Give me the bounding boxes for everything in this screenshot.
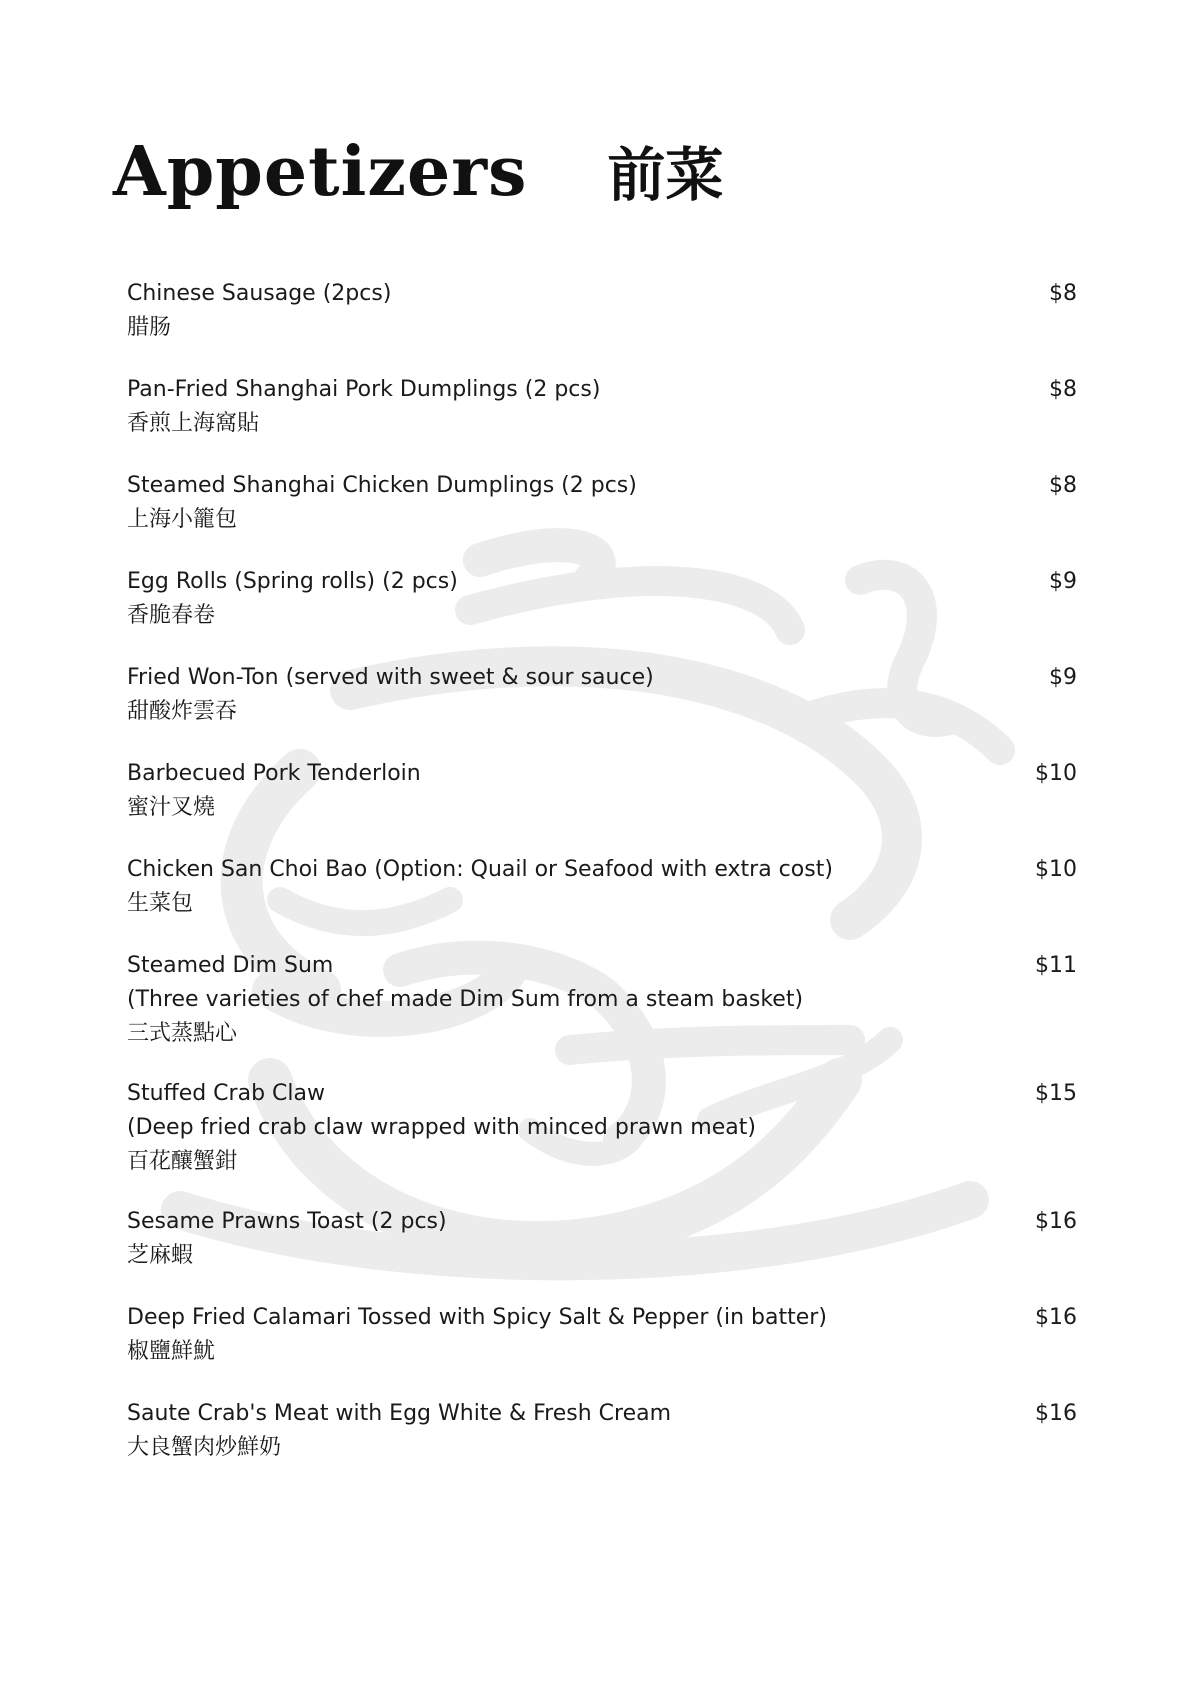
- menu-item: [127, 661, 1077, 729]
- menu-item: [127, 757, 1077, 825]
- item-name-zh: 芝麻蝦: [127, 1243, 194, 1268]
- item-description: (Three varieties of chef made Dim Sum from a steam basket): [127, 987, 804, 1012]
- item-price: $8: [1049, 281, 1077, 306]
- menu-item: [127, 1301, 1077, 1369]
- title-english: Appetizers: [113, 132, 528, 212]
- item-name-en: Stuffed Crab Claw: [127, 1081, 325, 1106]
- item-name-en: Steamed Shanghai Chicken Dumplings (2 pcs): [127, 473, 637, 498]
- item-name-zh: 香煎上海窩貼: [127, 411, 260, 436]
- item-name-zh: 大良蟹肉炒鮮奶: [127, 1435, 282, 1460]
- item-name-en: Fried Won-Ton (served with sweet & sour sauce): [127, 665, 654, 690]
- item-name-en: Steamed Dim Sum: [127, 953, 334, 978]
- item-name-en: Egg Rolls (Spring rolls) (2 pcs): [127, 569, 458, 594]
- item-price: $8: [1049, 377, 1077, 402]
- menu-item: [127, 1077, 1077, 1179]
- menu-item: [127, 949, 1077, 1051]
- item-name-zh: 三式蒸點心: [127, 1021, 238, 1046]
- item-name-en: Pan-Fried Shanghai Pork Dumplings (2 pcs): [127, 377, 601, 402]
- item-name-en: Chicken San Choi Bao (Option: Quail or Seafood with extra cost): [127, 857, 833, 882]
- item-name-en: Saute Crab's Meat with Egg White & Fresh Cream: [127, 1401, 672, 1426]
- item-price: $10: [1035, 761, 1077, 786]
- item-price: $10: [1035, 857, 1077, 882]
- item-name-en: Barbecued Pork Tenderloin: [127, 761, 421, 786]
- item-name-zh: 蜜汁叉燒: [127, 795, 216, 820]
- item-price: $8: [1049, 473, 1077, 498]
- item-price: $9: [1049, 569, 1077, 594]
- item-name-zh: 上海小籠包: [127, 507, 238, 532]
- menu-item: [127, 373, 1077, 441]
- item-price: $11: [1035, 953, 1077, 978]
- item-price: $16: [1035, 1401, 1077, 1426]
- item-name-zh: 生菜包: [127, 891, 194, 916]
- menu-item: [127, 1397, 1077, 1465]
- item-name-zh: 甜酸炸雲吞: [127, 699, 238, 724]
- item-name-en: Chinese Sausage (2pcs): [127, 281, 392, 306]
- item-name-zh: 椒鹽鮮魷: [127, 1339, 216, 1364]
- menu-list: [127, 277, 1077, 1493]
- menu-item: [127, 853, 1077, 921]
- item-price: $16: [1035, 1305, 1077, 1330]
- menu-item: [127, 469, 1077, 537]
- item-name-zh: 腊肠: [127, 315, 172, 340]
- section-title: [113, 128, 723, 212]
- title-chinese: 前菜: [607, 141, 724, 209]
- item-description: (Deep fried crab claw wrapped with minced prawn meat): [127, 1115, 756, 1140]
- item-name-zh: 香脆春卷: [127, 603, 216, 628]
- menu-item: [127, 277, 1077, 345]
- item-price: $16: [1035, 1209, 1077, 1234]
- item-name-en: Sesame Prawns Toast (2 pcs): [127, 1209, 447, 1234]
- menu-item: [127, 1205, 1077, 1273]
- item-name-en: Deep Fried Calamari Tossed with Spicy Salt & Pepper (in batter): [127, 1305, 827, 1330]
- item-name-zh: 百花釀蟹鉗: [127, 1149, 238, 1174]
- item-price: $15: [1035, 1081, 1077, 1106]
- item-price: $9: [1049, 665, 1077, 690]
- menu-item: [127, 565, 1077, 633]
